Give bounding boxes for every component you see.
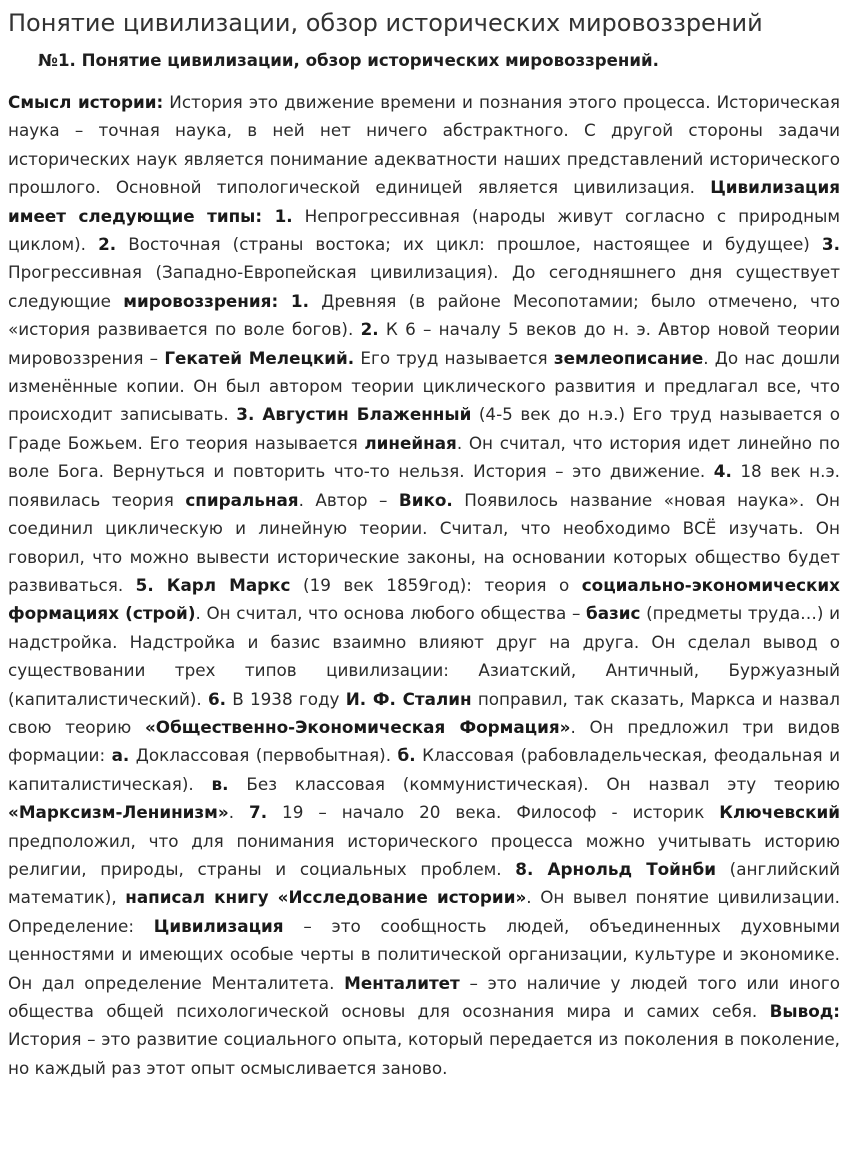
- text-run: . Он считал, что история идет линейно по воле Бога. Вернуться и повторить что-то нельзя. История – это движение.: [8, 432, 840, 482]
- bold-term: 4.: [713, 461, 732, 482]
- text-run: – это сообщность людей, объединенных духовными ценностями и имеющих особые черты в политической организации, культуре и экономике. Он дал определение Менталитета.: [8, 915, 840, 993]
- bold-term: «Общественно-Экономическая Формация»: [144, 716, 571, 737]
- bold-term: базис: [586, 603, 641, 624]
- text-run: (19 век 1859год): теория о: [290, 574, 582, 595]
- bold-term: написал книгу «Исследование истории»: [125, 887, 527, 908]
- text-run: Его труд называется: [354, 347, 554, 368]
- bold-term: спиральная: [185, 489, 299, 510]
- body-paragraph: [0, 88, 847, 1082]
- bold-term: мировоззрения: 1.: [123, 290, 309, 311]
- text-run: История – это развитие социального опыта, который передается из поколения в поколение, но каждый раз этот опыт осмысливается заново.: [8, 1029, 840, 1078]
- text-run: . Он считал, что основа любого общества –: [195, 603, 586, 624]
- text-run: Прогрессивная (Западно-Европейская цивилизация). До сегодняшнего дня существует следующие: [8, 262, 840, 311]
- bold-term: 3.: [821, 234, 840, 255]
- text-run: .: [228, 802, 250, 823]
- bold-term: 5. Карл Маркс: [135, 574, 291, 595]
- text-run: предположил, что для понимания исторического процесса можно учитывать историю религии, природы, страны и социальных проблем.: [8, 830, 840, 879]
- bold-term: Вико.: [398, 489, 453, 510]
- bold-term: 2.: [98, 234, 117, 255]
- text-run: К 6 – началу 5 веков до н. э. Автор новой теории мировоззрения –: [8, 319, 840, 368]
- bold-term: И. Ф. Сталин: [345, 688, 472, 709]
- text-run: . Он вывел понятие цивилизации. Определение:: [8, 887, 840, 936]
- bold-term: Менталитет: [344, 972, 460, 993]
- text-run: (английский математик),: [8, 858, 840, 908]
- text-run: История это движение времени и познания этого процесса. Историческая наука – точная наука, в ней нет ничего абстрактного. С другой стороны задачи исторических наук является понимание адекватности наших представлений исторического прошлого. Основной типологической единицей является цивилизация.: [8, 92, 840, 198]
- bold-term: в.: [211, 773, 229, 794]
- text-run: поправил, так сказать, Маркса и назвал свою теорию: [8, 688, 840, 737]
- bold-term: Вывод:: [769, 1001, 840, 1021]
- bold-term: Цивилизация: [153, 915, 284, 936]
- bold-term: линейная: [364, 432, 457, 453]
- bold-term: 8. Арнольд Тойнби: [515, 858, 717, 879]
- section-heading: №1. Понятие цивилизации, обзор исторических мировоззрений.: [38, 51, 659, 70]
- text-run: В 1938 году: [226, 688, 346, 709]
- bold-term: 6.: [207, 688, 227, 709]
- text-run: 18 век н.э. появилась теория: [8, 461, 840, 510]
- text-run: Без классовая (коммунистическая). Он назвал эту теорию: [228, 773, 840, 794]
- bold-term: Цивилизация имеет следующие типы: 1.: [8, 177, 840, 226]
- text-run: Восточная (страны востока; их цикл: прошлое, настоящее и будущее): [116, 234, 822, 255]
- text-run: . До нас дошли изменённые копии. Он был автором теории циклического развития и предлагал все, что происходит записывать.: [8, 347, 840, 425]
- text-run: . Он предложил три видов формации:: [8, 716, 840, 766]
- text-run: – это наличие у людей того или иного общества общей психологической основы для осознания мира и самих себя.: [8, 972, 840, 1021]
- text-run: Непрогрессивная (народы живут согласно с природным циклом).: [8, 205, 840, 255]
- text-run: Появилось название «новая наука». Он соединил циклическую и линейную теории. Считал, что необходимо ВСЁ изучать. Он говорил, что можно вывести исторические законы, на основании которых общество будет развиваться.: [8, 489, 840, 595]
- bold-term: Смысл истории:: [8, 92, 164, 112]
- bold-term: социально-экономических формациях (строй): [8, 574, 841, 624]
- page-title: Понятие цивилизации, обзор исторических мировоззрений: [8, 9, 763, 37]
- bold-term: Ключевский: [719, 802, 840, 823]
- bold-term: землеописание: [553, 347, 704, 368]
- text-run: Древняя (в районе Месопотамии; было отмечено, что «история развивается по воле богов).: [8, 290, 840, 340]
- bold-term: «Марксизм-Ленинизм»: [8, 802, 229, 823]
- bold-term: Гекатей Мелецкий.: [164, 347, 355, 368]
- bold-term: 3. Августин Блаженный: [236, 404, 472, 425]
- bold-term: 7.: [249, 802, 268, 823]
- bold-term: 2.: [360, 319, 379, 340]
- text-run: (4-5 век до н.э.) Его труд называется о Граде Божьем. Его теория называется: [8, 404, 840, 453]
- text-run: (предметы труда…) и надстройка. Надстройка и базис взаимно влияют друг на друга. Он сделал вывод о существовании трех типов цивилизации: Азиатский, Античный, Буржуазный (капиталистический).: [8, 603, 840, 709]
- text-run: 19 – начало 20 века. Философ - историк: [267, 802, 720, 823]
- text-run: Классовая (рабовладельческая, феодальная и капиталистическая).: [8, 745, 840, 794]
- text-run: . Автор –: [298, 489, 399, 510]
- text-run: Доклассовая (первобытная).: [129, 745, 398, 766]
- bold-term: б.: [397, 745, 416, 766]
- bold-term: а.: [111, 745, 130, 766]
